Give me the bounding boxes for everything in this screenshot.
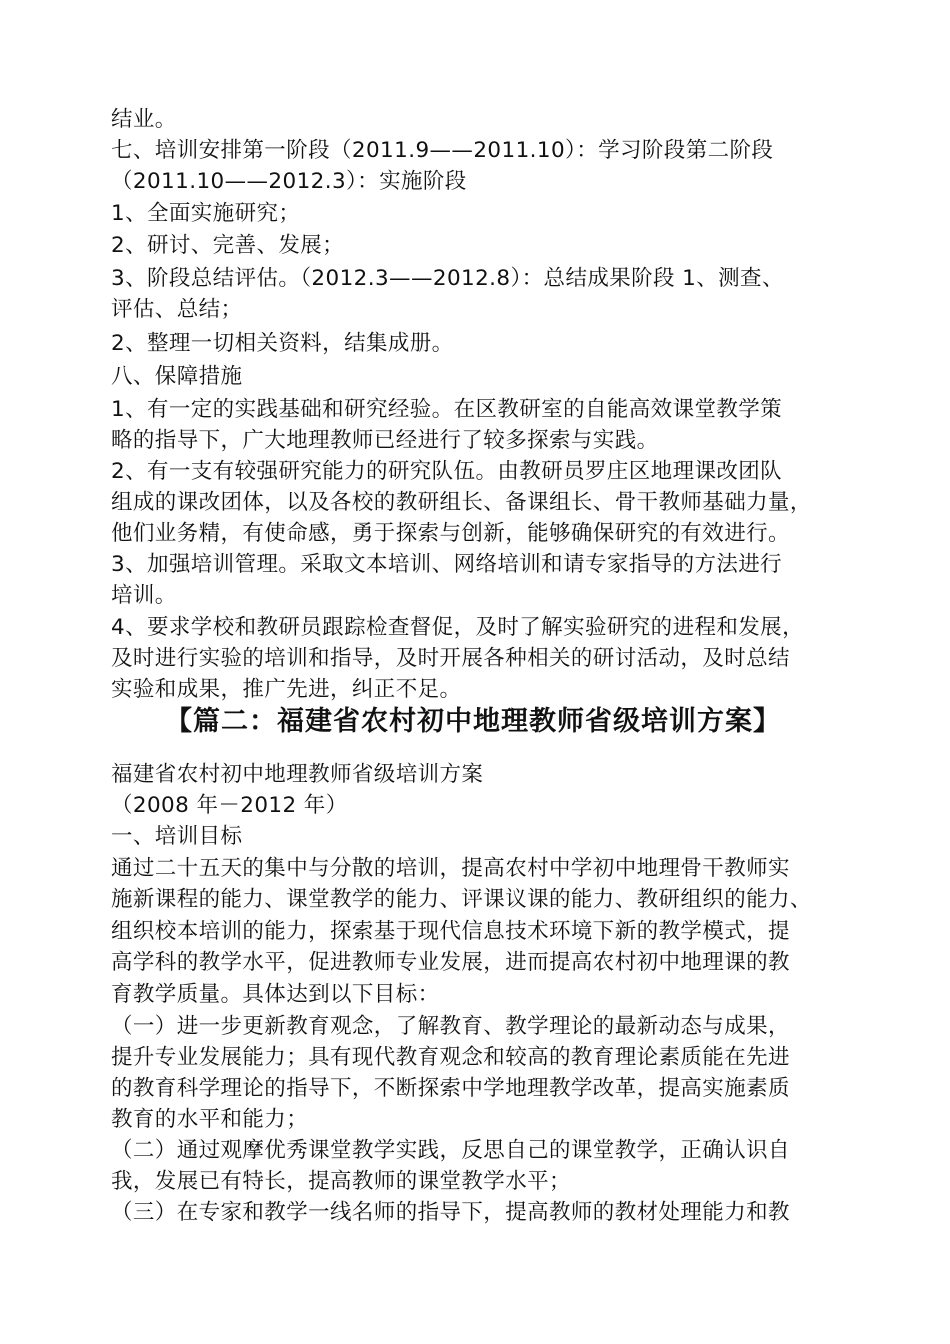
text-line: 教育的水平和能力； [111,1107,309,1132]
text-line: （一）进一步更新教育观念，了解教育、教学理论的最新动态与成果， [111,1014,790,1039]
text-line: 略的指导下，广大地理教师已经进行了较多探索与实践。 [111,428,659,453]
text-line: 组织校本培训的能力，探索基于现代信息技术环境下新的教学模式，提 [111,919,790,944]
text-line: 1、全面实施研究； [111,201,301,226]
text-line: 我，发展已有特长，提高教师的课堂教学水平； [111,1169,571,1194]
text-line: 1、有一定的实践基础和研究经验。在区教研室的自能高效课堂教学策 [111,397,783,422]
text-line: 的教育科学理论的指导下，不断探索中学地理教学改革，提高实施素质 [111,1076,790,1101]
section-title: 【篇二：福建省农村初中地理教师省级培训方案】 [165,706,781,737]
text-line: 2、整理一切相关资料，结集成册。 [111,331,454,356]
text-line: （二）通过观摩优秀课堂教学实践，反思自己的课堂教学，正确认识自 [111,1138,790,1163]
text-line: 施新课程的能力、课堂教学的能力、评课议课的能力、教研组织的能力、 [111,887,812,912]
text-line: 培训。 [111,583,177,608]
text-line: 组成的课改团体，以及各校的教研组长、备课组长、骨干教师基础力量， [111,490,812,515]
text-line: （2011.10——2012.3）：实施阶段 [111,169,467,194]
text-line: 2、有一支有较强研究能力的研究队伍。由教研员罗庄区地理课改团队 [111,459,783,484]
text-line: 及时进行实验的培训和指导，及时开展各种相关的研讨活动，及时总结 [111,646,790,671]
text-line: 他们业务精，有使命感，勇于探索与创新，能够确保研究的有效进行。 [111,521,790,546]
text-line: 一、培训目标 [111,824,243,849]
text-line: 结业。 [111,107,177,132]
text-line: 3、阶段总结评估。（2012.3——2012.8）：总结成果阶段 1、测查、 [111,266,784,291]
text-line: 提升专业发展能力；具有现代教育观念和较高的教育理论素质能在先进 [111,1045,790,1070]
text-line: 通过二十五天的集中与分散的培训，提高农村中学初中地理骨干教师实 [111,856,790,881]
text-line: （2008 年－2012 年） [111,793,348,818]
text-line: （三）在专家和教学一线名师的指导下，提高教师的教材处理能力和教 [111,1200,790,1225]
text-line: 福建省农村初中地理教师省级培训方案 [111,762,484,787]
text-line: 育教学质量。具体达到以下目标： [111,982,440,1007]
text-line: 实验和成果，推广先进，纠正不足。 [111,677,462,702]
text-line: 高学科的教学水平，促进教师专业发展，进而提高农村初中地理课的教 [111,950,790,975]
text-line: 评估、总结； [111,297,243,322]
text-line: 3、加强培训管理。采取文本培训、网络培训和请专家指导的方法进行 [111,552,783,577]
text-line: 4、要求学校和教研员跟踪检查督促，及时了解实验研究的进程和发展， [111,615,804,640]
text-line: 七、培训安排第一阶段（2011.9——2011.10）：学习阶段第二阶段 [111,138,774,163]
text-line: 2、研讨、完善、发展； [111,233,345,258]
text-line: 八、保障措施 [111,364,243,389]
